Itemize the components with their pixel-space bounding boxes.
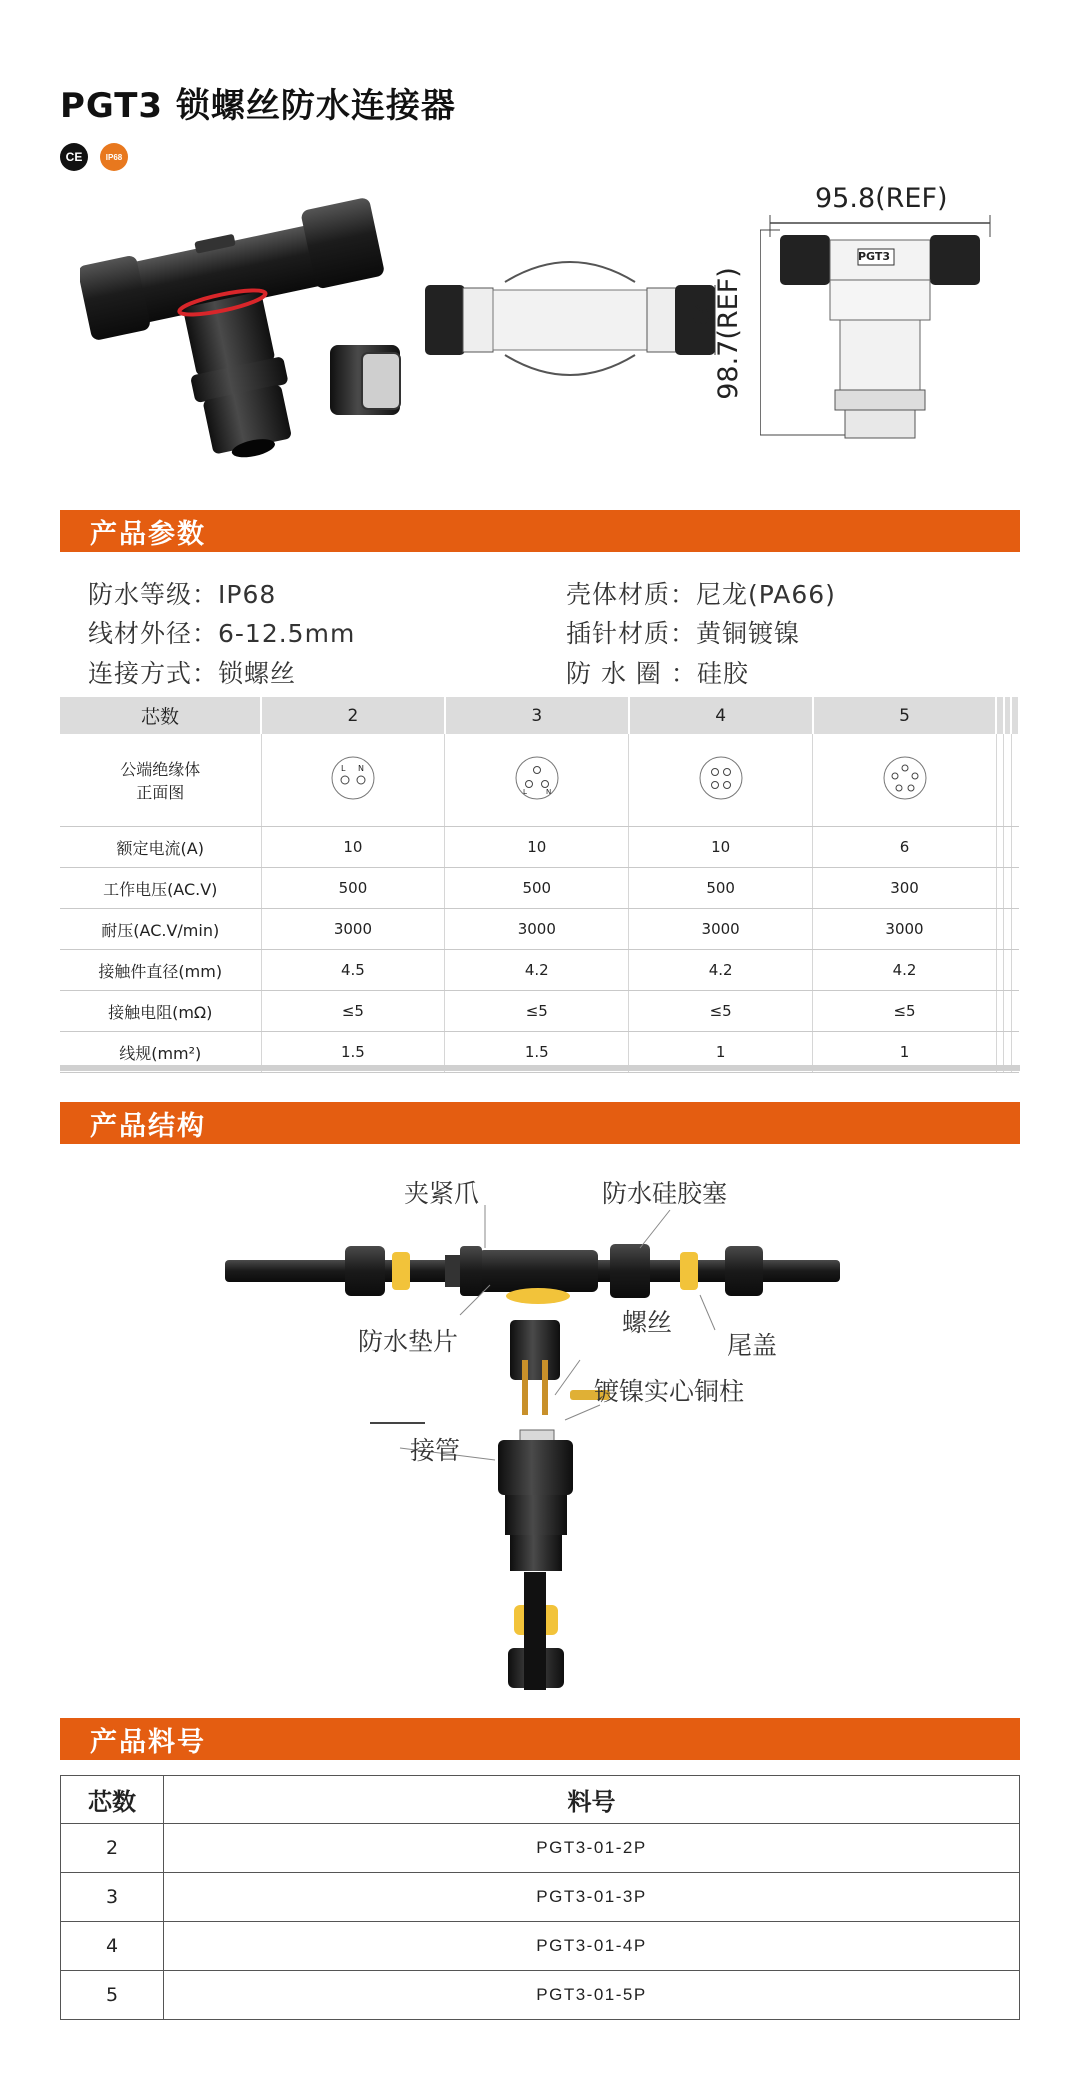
svg-text:L: L — [522, 788, 527, 796]
product-photo — [80, 185, 420, 475]
pin-diagram-2p-icon — [261, 734, 445, 827]
table-row: 4 PGT3-01-4P — [61, 1922, 1020, 1971]
spec-row-label: 接触电阻(mΩ) — [60, 991, 261, 1032]
spec-header-row — [60, 697, 1019, 734]
spec-row-label: 线规(mm²) — [60, 1032, 261, 1073]
svg-text:N: N — [357, 764, 364, 773]
header-cell — [1004, 697, 1012, 734]
header-cell: 5 — [813, 697, 997, 734]
side-view-drawing — [425, 260, 725, 380]
spec-row-label: 额定电流(A) — [60, 827, 261, 868]
spec-row: 线规(mm²) 1.5 1.5 1 1 — [60, 1032, 1019, 1073]
section-header-structure: 产品结构 — [60, 1102, 1020, 1144]
label-clamp: 夹紧爪 — [404, 1179, 480, 1208]
header-cell — [996, 697, 1004, 734]
spec-row: 接触件直径(mm) 4.5 4.2 4.2 4.2 — [60, 950, 1019, 991]
exploded-view-diagram — [220, 1200, 860, 1690]
pin-diagram-row — [60, 734, 1019, 827]
spec-row: 额定电流(A) 10 10 10 6 — [60, 827, 1019, 868]
svg-text:L: L — [340, 764, 346, 773]
param-housing-material: 壳体材质：尼龙(PA66) — [566, 580, 836, 609]
spec-row-label: 接触件直径(mm) — [60, 950, 261, 991]
header-cell — [1011, 697, 1019, 734]
param-cable-diameter: 线材外径：6-12.5mm — [88, 619, 356, 648]
section-header-parts: 产品料号 — [60, 1718, 1020, 1760]
parts-header-row — [61, 1776, 1020, 1824]
ce-mark-icon: CE — [60, 143, 88, 171]
plate-label: PGT3 — [858, 250, 891, 263]
pin-diagram-5p-icon — [813, 734, 997, 827]
table-row: 3 PGT3-01-3P — [61, 1873, 1020, 1922]
param-connection: 连接方式：锁螺丝 — [88, 659, 297, 688]
depth-dimension: 23 — [688, 302, 713, 328]
label-tube: 接管 — [410, 1436, 461, 1465]
ip68-badge-icon: IP68 — [100, 143, 128, 171]
spec-row-label: 耐压(AC.V/min) — [60, 909, 261, 950]
table-bottom-rule — [60, 1065, 1020, 1071]
header-cell: 料号 — [164, 1776, 1020, 1824]
header-cell: 2 — [261, 697, 445, 734]
header-cell: 4 — [629, 697, 813, 734]
parts-table — [60, 1775, 1020, 2020]
table-row: 2 PGT3-01-2P — [61, 1824, 1020, 1873]
label-screw: 螺丝 — [622, 1308, 673, 1337]
label-gasket: 防水垫片 — [358, 1327, 459, 1356]
width-dimension: 95.8(REF) — [815, 183, 948, 214]
label-seal-plug: 防水硅胶塞 — [602, 1179, 728, 1208]
table-row: 5 PGT3-01-5P — [61, 1971, 1020, 2020]
spec-row: 工作电压(AC.V) 500 500 500 300 — [60, 868, 1019, 909]
page-title: PGT3 锁螺丝防水连接器 — [60, 86, 456, 126]
svg-text:N: N — [545, 788, 552, 796]
label-copper-pin: 镀镍实心铜柱 — [594, 1377, 745, 1406]
section-header-params: 产品参数 — [60, 510, 1020, 552]
spec-table — [60, 697, 1020, 1073]
height-dimension: 98.7(REF) — [712, 267, 744, 400]
spec-row: 耐压(AC.V/min) 3000 3000 3000 3000 — [60, 909, 1019, 950]
pin-diagram-3p-icon — [445, 734, 629, 827]
header-cell: 3 — [445, 697, 629, 734]
spec-row-label: 工作电压(AC.V) — [60, 868, 261, 909]
pin-row-label: 公端绝缘体 正面图 — [60, 734, 261, 827]
header-cell: 芯数 — [61, 1776, 164, 1824]
spec-row: 接触电阻(mΩ) ≤5 ≤5 ≤5 ≤5 — [60, 991, 1019, 1032]
header-cell: 芯数 — [60, 697, 261, 734]
param-waterproof: 防水等级：IP68 — [88, 580, 277, 609]
pin-diagram-4p-icon — [629, 734, 813, 827]
label-end-cap: 尾盖 — [727, 1331, 778, 1360]
param-seal-material: 防 水 圈 ：硅胶 — [566, 659, 749, 688]
param-pin-material: 插针材质：黄铜镀镍 — [566, 619, 801, 648]
